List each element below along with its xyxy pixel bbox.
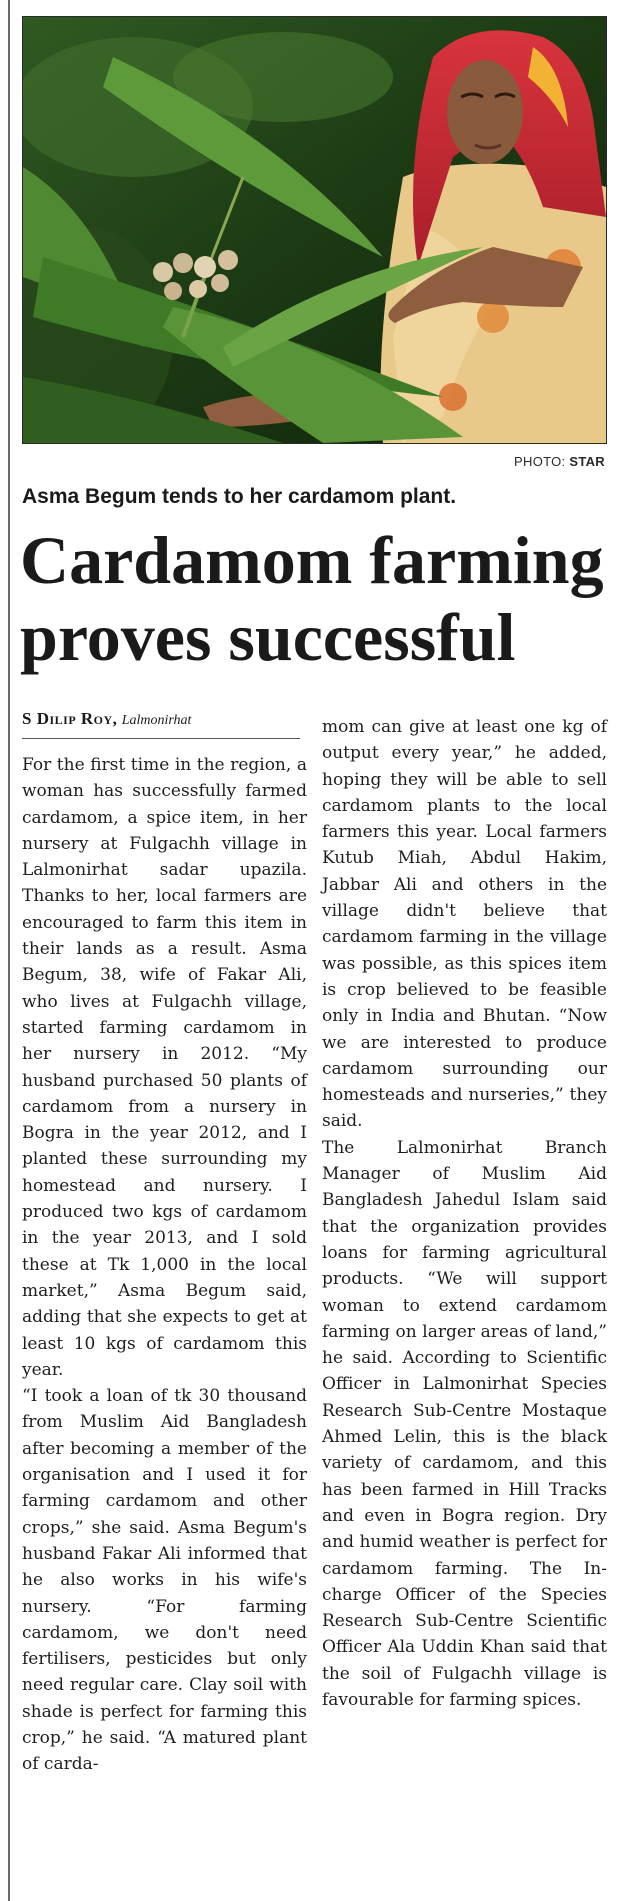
article-paragraph: The Lalmonirhat Branch Manager of Muslim Aid Bangladesh Jahedul Islam said that the organization provides loans for farming agricultural products. “We will support woman to extend cardamom farming on larger areas of land,” he said. According to Scientific Officer in Lalmonirhat Species Research Sub-Centre Mostaque Ahmed Lelin, this is the black variety of cardamom, and this has been farmed in Hill Tracks and even in Bogra region. Dry and humid weather is perfect for cardamom farming. The In-charge Officer of the Species Research Sub-Centre Scientific Officer Ala Uddin Khan said that the soil of Fulgachh village is favourable for farming spices. bbox=[322, 1137, 607, 1710]
byline bbox=[22, 709, 300, 739]
article-paragraph: mom can give at least one kg of output every year,” he added, hoping they will be able to sell cardamom plants to the local farmers this year. Local farmers Kutub Miah, Abdul Hakim, Jabbar Ali and others in the village didn't believe that cardamom farming in the village was possible, as this spices item is crop believed to be feasible only in India and Bhutan. “Now we are interested to produce cardamom surrounding our homesteads and nurseries,” they said. bbox=[322, 717, 607, 1132]
headline-line-2: proves successful bbox=[20, 599, 516, 675]
article-column-left bbox=[22, 752, 307, 1778]
byline-location: Lalmonirhat bbox=[121, 713, 192, 728]
byline-author: S Dilip Roy, bbox=[22, 709, 118, 728]
photo-credit-source: STAR bbox=[569, 454, 605, 469]
news-photo bbox=[22, 16, 607, 444]
photo-caption: Asma Begum tends to her cardamom plant. bbox=[22, 485, 457, 508]
article-column-right bbox=[322, 714, 607, 1713]
headline bbox=[20, 522, 620, 676]
headline-line-1: Cardamom farming bbox=[20, 522, 604, 598]
photo-illustration bbox=[23, 17, 606, 443]
article-paragraph: “I took a loan of tk 30 thousand from Muslim Aid Bangladesh after becoming a member of the organisation and I used it for farming cardamom and other crops,” she said. Asma Begum's husband Fakar Ali informed that he also works in his wife's nursery. “For farming cardamom, we don't need fertilisers, pesticides but only need regular care. Clay soil with shade is perfect for farming this crop,” he said. “A matured plant of carda- bbox=[22, 1386, 307, 1775]
photo-credit-prefix: PHOTO: bbox=[514, 454, 566, 469]
photo-credit bbox=[514, 454, 605, 469]
column-rule bbox=[8, 0, 10, 1901]
article-paragraph: For the first time in the region, a woman has successfully farmed cardamom, a spice item, in her nursery at Fulgachh village in Lalmonirhat sadar upazila. Thanks to her, local farmers are encouraged to farm this item in their lands as a result. Asma Begum, 38, wife of Fakar Ali, who lives at Fulgachh village, started farming cardamom in her nursery in 2012. “My husband purchased 50 plants of cardamom from a nursery in Bogra in the year 2012, and I planted these surrounding my homestead and nursery. I produced two kgs of cardamom in the year 2013, and I sold these at Tk 1,000 in the local market,” Asma Begum said, adding that she expects to get at least 10 kgs of cardamom this year. bbox=[22, 755, 307, 1380]
